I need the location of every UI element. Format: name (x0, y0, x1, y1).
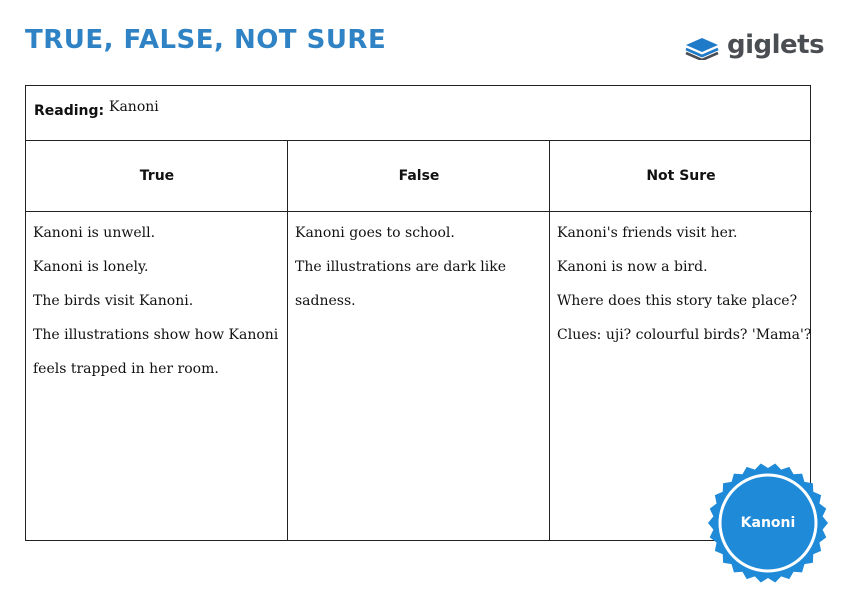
reading-label: Reading: (34, 103, 105, 119)
column-heading-true: True (26, 141, 288, 212)
reading-row (26, 86, 810, 141)
list-item: The birds visit Kanoni. (33, 293, 194, 309)
reading-value: Kanoni (109, 99, 159, 115)
list-item: Kanoni's friends visit her. (557, 225, 738, 241)
list-item: Clues: uji? colourful birds? 'Mama'? (557, 327, 812, 343)
column-heading-false: False (288, 141, 550, 212)
logo-text: giglets (727, 30, 825, 60)
list-item: The illustrations are dark like (295, 259, 507, 275)
list-item: Kanoni is unwell. (33, 225, 156, 241)
list-item: Kanoni goes to school. (295, 225, 455, 241)
column-true-body (26, 212, 288, 540)
list-item: Kanoni is lonely. (33, 259, 149, 275)
organizer-table (25, 85, 811, 541)
list-item: Kanoni is now a bird. (557, 259, 708, 275)
column-false-body (288, 212, 550, 540)
list-item: feels trapped in her room. (33, 361, 219, 377)
giglets-logo (683, 25, 824, 65)
book-badge (707, 462, 829, 584)
page-title: TRUE, FALSE, NOT SURE (25, 25, 387, 55)
list-item: Where does this story take place? (557, 293, 798, 309)
list-item: The illustrations show how Kanoni (33, 327, 279, 343)
column-heading-not-sure: Not Sure (550, 141, 812, 212)
badge-label: Kanoni (740, 515, 796, 531)
stacked-books-icon (683, 30, 721, 60)
list-item: sadness. (295, 293, 356, 309)
